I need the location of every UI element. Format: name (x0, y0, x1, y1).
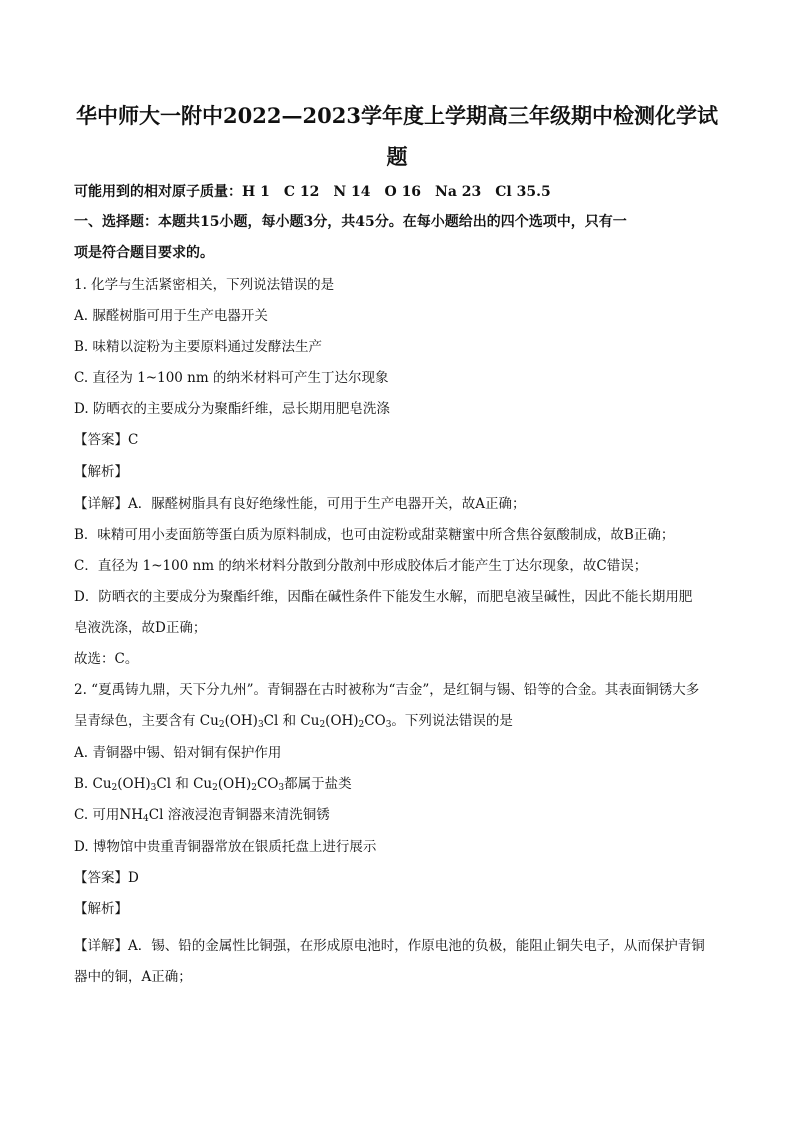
q2-option-a: A. 青铜器中锡、铅对铜有保护作用 (74, 745, 282, 761)
q2-analysis-label: 【解析】 (74, 901, 128, 917)
q1-option-a: A. 脲醛树脂可用于生产电器开关 (74, 308, 268, 324)
q2-detail-a-line2: 器中的铜，A正确； (74, 969, 192, 985)
q2-stem-line1: 2. “夏禹铸九鼎，天下分九州”。青铜器在古时被称为“吉金”，是红铜与锡、铅等的合金。其表面铜锈大多 (74, 682, 700, 698)
q1-option-c: C. 直径为 1~100 nm 的纳米材料可产生丁达尔现象 (74, 370, 389, 386)
atomic-masses: 可能用到的相对原子质量：H 1 C 12 N 14 O 16 Na 23 Cl 35.5 (74, 184, 551, 200)
q1-answer: 【答案】C (74, 432, 139, 448)
q1-option-b: B. 味精以淀粉为主要原料通过发酵法生产 (74, 339, 323, 355)
q1-stem: 1. 化学与生活紧密相关，下列说法错误的是 (74, 277, 335, 293)
q2-stem-line2: 呈青绿色，主要含有 $Cu_2(OH)_3Cl$ 和 $Cu_2(OH)_2CO_3$。下列说法错误的是 (74, 713, 513, 730)
q1-analysis-label: 【解析】 (74, 464, 128, 480)
q1-detail-a: 【详解】A．脲醛树脂具有良好绝缘性能，可用于生产电器开关，故A正确； (74, 496, 526, 512)
q2-option-b: B. $Cu_2(OH)_3Cl$ 和 $Cu_2(OH)_2CO_3$都属于盐类 (74, 776, 352, 793)
q2-detail-a-line1: 【详解】A．锡、铅的金属性比铜强，在形成原电池时，作原电池的负极，能阻止铜失电子，从而保护青铜 (74, 938, 705, 954)
q1-detail-b: B．味精可用小麦面筋等蛋白质为原料制成，也可由淀粉或甜菜糖蜜中所含焦谷氨酸制成，故B正确； (74, 527, 675, 543)
q2-option-d: D. 博物馆中贵重青铜器常放在银质托盘上进行展示 (74, 839, 377, 855)
q2-option-c: C. 可用$NH_4Cl$ 溶液浸泡青铜器来清洗铜锈 (74, 807, 330, 824)
document-title-line2: 题 (386, 144, 408, 169)
document-title-line1: 华中师大一附中2022—2023学年度上学期高三年级期中检测化学试 (76, 103, 718, 128)
section-heading-line1: 一、选择题：本题共15小题，每小题3分，共45分。在每小题给出的四个选项中，只有一 (74, 214, 627, 230)
section-heading-line2: 项是符合题目要求的。 (74, 245, 214, 261)
q1-detail-d-line1: D．防晒衣的主要成分为聚酯纤维，因酯在碱性条件下能发生水解，而肥皂液呈碱性，因此不能长期用肥 (74, 589, 693, 605)
q1-conclusion: 故选：C。 (74, 651, 139, 667)
q1-option-d: D. 防晒衣的主要成分为聚酯纤维，忌长期用肥皂洗涤 (74, 401, 390, 417)
q1-detail-d-line2: 皂液洗涤，故D正确； (74, 620, 207, 636)
q1-detail-c: C．直径为 1~100 nm 的纳米材料分散到分散剂中形成胶体后才能产生丁达尔现象，故C错误； (74, 558, 648, 574)
q2-answer: 【答案】D (74, 870, 139, 886)
